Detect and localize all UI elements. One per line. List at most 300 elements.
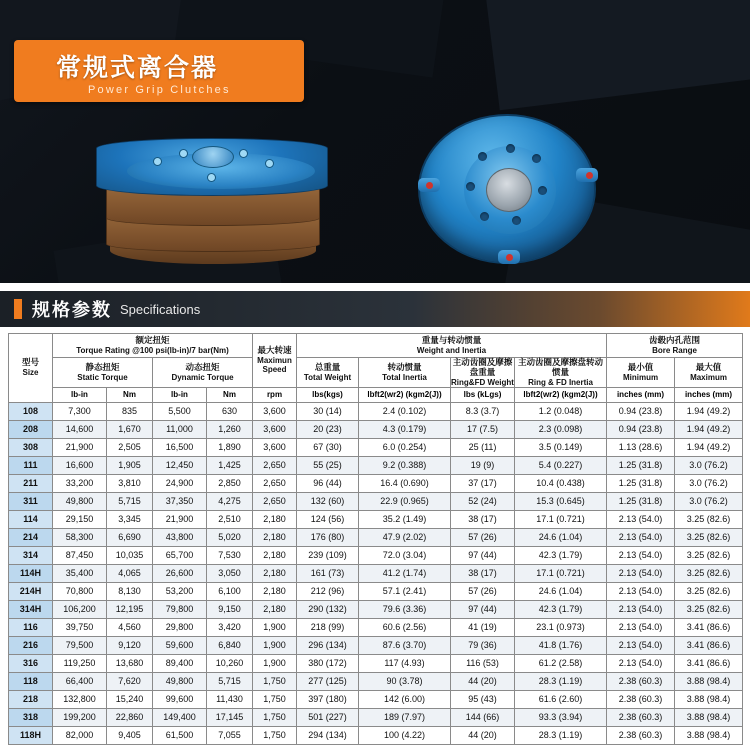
product-image-pulley-clutch — [408, 104, 608, 274]
table-cell: 2.4 (0.102) — [359, 402, 451, 420]
table-cell: 16,500 — [153, 438, 207, 456]
table-cell: 16.4 (0.690) — [359, 474, 451, 492]
table-row — [9, 402, 743, 420]
table-cell: 116 (53) — [451, 654, 515, 672]
table-cell: 7,620 — [107, 672, 153, 690]
table-row — [9, 474, 743, 492]
table-cell: 1,425 — [207, 456, 253, 474]
table-cell: 35.2 (1.49) — [359, 510, 451, 528]
unit-cell: inches (mm) — [607, 387, 675, 402]
table-cell: 1.94 (49.2) — [675, 420, 743, 438]
table-cell: 7,055 — [207, 726, 253, 744]
bolt-icon — [154, 158, 161, 165]
header-weight-inertia: 重量与转动惯量 Weight and Inertia — [297, 334, 607, 358]
cell-size: 111 — [9, 456, 53, 474]
hero-title-cn: 常规式离合器 — [56, 54, 219, 82]
unit-cell: lbft2(wr2) (kgm2(J)) — [515, 387, 607, 402]
table-cell: 13,680 — [107, 654, 153, 672]
table-cell: 1,260 — [207, 420, 253, 438]
table-cell: 6.0 (0.254) — [359, 438, 451, 456]
table-cell: 3,600 — [253, 420, 297, 438]
table-cell: 2.13 (54.0) — [607, 636, 675, 654]
table-cell: 4,560 — [107, 618, 153, 636]
header-static-torque: 静态扭矩 Static Torque — [53, 358, 153, 388]
table-cell: 1.2 (0.048) — [515, 402, 607, 420]
table-cell: 144 (66) — [451, 708, 515, 726]
table-cell: 17.1 (0.721) — [515, 564, 607, 582]
header-row-1 — [9, 334, 743, 358]
unit-cell: lbs (kLgs) — [451, 387, 515, 402]
table-cell: 10.4 (0.438) — [515, 474, 607, 492]
table-cell: 39,750 — [53, 618, 107, 636]
table-cell: 16,600 — [53, 456, 107, 474]
table-cell: 42.3 (1.79) — [515, 546, 607, 564]
table-row — [9, 510, 743, 528]
table-cell: 82,000 — [53, 726, 107, 744]
table-cell: 44 (20) — [451, 726, 515, 744]
unit-cell: lb-in — [153, 387, 207, 402]
table-row — [9, 438, 743, 456]
table-cell: 3.88 (98.4) — [675, 726, 743, 744]
table-cell: 10,260 — [207, 654, 253, 672]
table-cell: 15.3 (0.645) — [515, 492, 607, 510]
table-cell: 161 (73) — [297, 564, 359, 582]
table-cell: 294 (134) — [297, 726, 359, 744]
table-cell: 97 (44) — [451, 600, 515, 618]
table-cell: 501 (227) — [297, 708, 359, 726]
table-cell: 41.2 (1.74) — [359, 564, 451, 582]
table-cell: 2,650 — [253, 474, 297, 492]
table-cell: 1,900 — [253, 636, 297, 654]
table-cell: 6,100 — [207, 582, 253, 600]
bolt-hole-icon — [480, 212, 489, 221]
header-ring-fd-weight: 主动齿圈及摩擦盘重量 Ring&FD Weight — [451, 357, 514, 387]
table-cell: 41 (19) — [451, 618, 515, 636]
table-cell: 37 (17) — [451, 474, 515, 492]
table-cell: 61.2 (2.58) — [515, 654, 607, 672]
cell-size: 314H — [9, 600, 53, 618]
table-cell: 9.2 (0.388) — [359, 456, 451, 474]
table-cell: 1.25 (31.8) — [607, 492, 675, 510]
center-hub — [192, 146, 234, 168]
cell-size: 314 — [9, 546, 53, 564]
table-cell: 1.94 (49.2) — [675, 402, 743, 420]
spec-title-cn: 规格参数 — [32, 300, 112, 320]
table-cell: 630 — [207, 402, 253, 420]
table-body — [9, 402, 743, 744]
table-cell: 1,900 — [253, 618, 297, 636]
table-cell: 3,600 — [253, 402, 297, 420]
hero-banner — [0, 0, 750, 283]
table-cell: 58,300 — [53, 528, 107, 546]
table-row — [9, 528, 743, 546]
table-row — [9, 726, 743, 744]
cell-size: 214 — [9, 528, 53, 546]
table-cell: 149,400 — [153, 708, 207, 726]
table-cell: 2.13 (54.0) — [607, 510, 675, 528]
table-cell: 3.25 (82.6) — [675, 582, 743, 600]
table-cell: 30 (14) — [297, 402, 359, 420]
table-cell: 1.94 (49.2) — [675, 438, 743, 456]
table-cell: 25 (11) — [451, 438, 515, 456]
table-cell: 3.88 (98.4) — [675, 690, 743, 708]
table-cell: 2.13 (54.0) — [607, 528, 675, 546]
header-bore-min: 最小值 Minimum — [607, 358, 675, 388]
table-row — [9, 564, 743, 582]
table-cell: 3,345 — [107, 510, 153, 528]
table-cell: 3.25 (82.6) — [675, 528, 743, 546]
unit-cell: inches (mm) — [675, 387, 743, 402]
table-cell: 3,050 — [207, 564, 253, 582]
header-dynamic-torque: 动态扭矩 Dynamic Torque — [153, 358, 253, 388]
table-row — [9, 636, 743, 654]
table-cell: 119,250 — [53, 654, 107, 672]
table-cell: 5,020 — [207, 528, 253, 546]
table-cell: 79 (36) — [451, 636, 515, 654]
table-cell: 3.41 (86.6) — [675, 654, 743, 672]
table-cell: 189 (7.97) — [359, 708, 451, 726]
cell-size: 311 — [9, 492, 53, 510]
cell-size: 318 — [9, 708, 53, 726]
table-row — [9, 618, 743, 636]
table-cell: 59,600 — [153, 636, 207, 654]
table-row — [9, 654, 743, 672]
table-cell: 65,700 — [153, 546, 207, 564]
table-row — [9, 690, 743, 708]
table-cell: 60.6 (2.56) — [359, 618, 451, 636]
table-row — [9, 582, 743, 600]
cell-size: 308 — [9, 438, 53, 456]
table-cell: 87,450 — [53, 546, 107, 564]
table-cell: 1.13 (28.6) — [607, 438, 675, 456]
table-cell: 212 (96) — [297, 582, 359, 600]
table-cell: 79,500 — [53, 636, 107, 654]
table-cell: 4.3 (0.179) — [359, 420, 451, 438]
table-cell: 1.25 (31.8) — [607, 456, 675, 474]
table-cell: 199,200 — [53, 708, 107, 726]
table-cell: 380 (172) — [297, 654, 359, 672]
table-cell: 99,600 — [153, 690, 207, 708]
table-row — [9, 492, 743, 510]
table-cell: 277 (125) — [297, 672, 359, 690]
spec-title-en: Specifications — [120, 301, 201, 317]
cell-size: 116 — [9, 618, 53, 636]
table-cell: 2,180 — [253, 510, 297, 528]
header-bore-max: 最大值 Maximum — [675, 358, 743, 388]
header-total-inertia: 转动惯量 Total Inertia — [359, 358, 451, 388]
hero-title-en: Power Grip Clutches — [88, 84, 231, 96]
table-cell: 23.1 (0.973) — [515, 618, 607, 636]
table-cell: 42.3 (1.79) — [515, 600, 607, 618]
unit-cell: rpm — [253, 387, 297, 402]
table-cell: 1,670 — [107, 420, 153, 438]
table-cell: 3.0 (76.2) — [675, 474, 743, 492]
table-cell: 218 (99) — [297, 618, 359, 636]
table-cell: 3.25 (82.6) — [675, 546, 743, 564]
table-cell: 35,400 — [53, 564, 107, 582]
table-cell: 2,650 — [253, 492, 297, 510]
bolt-icon — [208, 174, 215, 181]
table-cell: 17,145 — [207, 708, 253, 726]
table-cell: 3.25 (82.6) — [675, 510, 743, 528]
table-cell: 2.13 (54.0) — [607, 654, 675, 672]
table-cell: 24.6 (1.04) — [515, 528, 607, 546]
table-cell: 12,195 — [107, 600, 153, 618]
table-cell: 28.3 (1.19) — [515, 672, 607, 690]
table-row — [9, 672, 743, 690]
table-head — [9, 334, 743, 403]
table-cell: 3.5 (0.149) — [515, 438, 607, 456]
bolt-hole-icon — [466, 182, 475, 191]
table-cell: 49,800 — [153, 672, 207, 690]
table-cell: 29,150 — [53, 510, 107, 528]
table-cell: 38 (17) — [451, 510, 515, 528]
table-cell: 2,180 — [253, 564, 297, 582]
table-cell: 95 (43) — [451, 690, 515, 708]
table-cell: 2.38 (60.3) — [607, 672, 675, 690]
table-cell: 5,500 — [153, 402, 207, 420]
table-cell: 37,350 — [153, 492, 207, 510]
table-cell: 52 (24) — [451, 492, 515, 510]
table-cell: 124 (56) — [297, 510, 359, 528]
accent-bar — [14, 299, 22, 319]
cell-size: 114H — [9, 564, 53, 582]
table-cell: 53,200 — [153, 582, 207, 600]
table-cell: 29,800 — [153, 618, 207, 636]
table-cell: 239 (109) — [297, 546, 359, 564]
table-cell: 55 (25) — [297, 456, 359, 474]
table-cell: 2.13 (54.0) — [607, 564, 675, 582]
table-row — [9, 708, 743, 726]
table-cell: 72.0 (3.04) — [359, 546, 451, 564]
table-cell: 3.41 (86.6) — [675, 636, 743, 654]
table-cell: 26,600 — [153, 564, 207, 582]
header-max-speed: 最大转速 Maximun Speed — [253, 334, 297, 388]
table-cell: 835 — [107, 402, 153, 420]
header-size: 型号 Size — [9, 334, 53, 403]
table-cell: 2.38 (60.3) — [607, 690, 675, 708]
table-cell: 1.25 (31.8) — [607, 474, 675, 492]
table-cell: 21,900 — [53, 438, 107, 456]
header-ring-fd-inertia: 主动齿圈及摩擦盘转动惯量 Ring & FD Inertia — [515, 358, 607, 388]
table-cell: 4,275 — [207, 492, 253, 510]
table-cell: 28.3 (1.19) — [515, 726, 607, 744]
table-cell: 97 (44) — [451, 546, 515, 564]
table-cell: 2.13 (54.0) — [607, 618, 675, 636]
header-total-weight: 总重量 Total Weight — [297, 358, 359, 388]
unit-cell: lbs(kgs) — [297, 387, 359, 402]
cell-size: 316 — [9, 654, 53, 672]
table-row — [9, 420, 743, 438]
bolt-icon — [240, 150, 247, 157]
cell-size: 118 — [9, 672, 53, 690]
specifications-table — [8, 333, 743, 745]
cell-size: 118H — [9, 726, 53, 744]
table-cell: 2.13 (54.0) — [607, 546, 675, 564]
bolt-hole-icon — [512, 216, 521, 225]
table-cell: 3.41 (86.6) — [675, 618, 743, 636]
unit-cell: lb-in — [53, 387, 107, 402]
table-cell: 33,200 — [53, 474, 107, 492]
table-cell: 67 (30) — [297, 438, 359, 456]
table-cell: 2,180 — [253, 528, 297, 546]
table-cell: 2,180 — [253, 600, 297, 618]
table-cell: 41.8 (1.76) — [515, 636, 607, 654]
table-cell: 14,600 — [53, 420, 107, 438]
table-cell: 8,130 — [107, 582, 153, 600]
cell-size: 108 — [9, 402, 53, 420]
table-cell: 1,750 — [253, 708, 297, 726]
table-cell: 1,905 — [107, 456, 153, 474]
table-cell: 3,600 — [253, 438, 297, 456]
table-cell: 132,800 — [53, 690, 107, 708]
table-cell: 2.3 (0.098) — [515, 420, 607, 438]
table-cell: 6,690 — [107, 528, 153, 546]
table-cell: 19 (9) — [451, 456, 515, 474]
header-bore-range: 齿毂内孔范围 Bore Range — [607, 334, 743, 358]
table-cell: 1,750 — [253, 690, 297, 708]
red-plug-icon — [426, 182, 433, 189]
product-image-clutch-stack — [88, 130, 338, 270]
table-cell: 117 (4.93) — [359, 654, 451, 672]
table-cell: 17 (7.5) — [451, 420, 515, 438]
table-cell: 7,300 — [53, 402, 107, 420]
table-cell: 5,715 — [207, 672, 253, 690]
table-cell: 100 (4.22) — [359, 726, 451, 744]
table-cell: 106,200 — [53, 600, 107, 618]
header-torque-rating: 额定扭矩 Torque Rating @100 psi(lb-in)/7 bar(Nm) — [53, 334, 253, 358]
table-cell: 296 (134) — [297, 636, 359, 654]
table-cell: 2,850 — [207, 474, 253, 492]
unit-cell: Nm — [207, 387, 253, 402]
table-row — [9, 600, 743, 618]
table-cell: 3.0 (76.2) — [675, 456, 743, 474]
table-cell: 7,530 — [207, 546, 253, 564]
table-cell: 49,800 — [53, 492, 107, 510]
table-cell: 2,505 — [107, 438, 153, 456]
header-row-2 — [9, 358, 743, 388]
table-cell: 0.94 (23.8) — [607, 402, 675, 420]
table-cell: 3.88 (98.4) — [675, 708, 743, 726]
specifications-table-wrapper — [0, 327, 750, 745]
bolt-icon — [180, 150, 187, 157]
bolt-icon — [266, 160, 273, 167]
table-cell: 47.9 (2.02) — [359, 528, 451, 546]
table-cell: 87.6 (3.70) — [359, 636, 451, 654]
table-cell: 79,800 — [153, 600, 207, 618]
table-cell: 3,420 — [207, 618, 253, 636]
table-cell: 6,840 — [207, 636, 253, 654]
table-cell: 5.4 (0.227) — [515, 456, 607, 474]
table-cell: 79.6 (3.36) — [359, 600, 451, 618]
table-cell: 1,750 — [253, 726, 297, 744]
table-cell: 3.25 (82.6) — [675, 564, 743, 582]
table-cell: 0.94 (23.8) — [607, 420, 675, 438]
table-cell: 96 (44) — [297, 474, 359, 492]
table-cell: 9,150 — [207, 600, 253, 618]
cell-size: 114 — [9, 510, 53, 528]
table-cell: 24,900 — [153, 474, 207, 492]
table-cell: 2.38 (60.3) — [607, 708, 675, 726]
table-cell: 11,430 — [207, 690, 253, 708]
table-cell: 61.6 (2.60) — [515, 690, 607, 708]
table-cell: 2.13 (54.0) — [607, 582, 675, 600]
table-cell: 38 (17) — [451, 564, 515, 582]
table-cell: 397 (180) — [297, 690, 359, 708]
bolt-hole-icon — [478, 152, 487, 161]
table-cell: 21,900 — [153, 510, 207, 528]
table-row — [9, 546, 743, 564]
table-cell: 176 (80) — [297, 528, 359, 546]
table-cell: 9,120 — [107, 636, 153, 654]
table-cell: 20 (23) — [297, 420, 359, 438]
table-cell: 4,065 — [107, 564, 153, 582]
table-cell: 89,400 — [153, 654, 207, 672]
table-cell: 57 (26) — [451, 582, 515, 600]
table-cell: 8.3 (3.7) — [451, 402, 515, 420]
table-cell: 1,890 — [207, 438, 253, 456]
table-cell: 24.6 (1.04) — [515, 582, 607, 600]
table-cell: 132 (60) — [297, 492, 359, 510]
table-cell: 43,800 — [153, 528, 207, 546]
table-cell: 61,500 — [153, 726, 207, 744]
table-cell: 70,800 — [53, 582, 107, 600]
table-cell: 3,810 — [107, 474, 153, 492]
table-cell: 2,180 — [253, 546, 297, 564]
table-cell: 1,900 — [253, 654, 297, 672]
table-cell: 3.0 (76.2) — [675, 492, 743, 510]
table-cell: 15,240 — [107, 690, 153, 708]
table-cell: 11,000 — [153, 420, 207, 438]
table-cell: 22,860 — [107, 708, 153, 726]
table-cell: 1,750 — [253, 672, 297, 690]
pulley-body — [418, 114, 596, 264]
table-cell: 93.3 (3.94) — [515, 708, 607, 726]
pulley-bore — [486, 168, 532, 212]
table-cell: 2,650 — [253, 456, 297, 474]
cell-size: 216 — [9, 636, 53, 654]
table-cell: 5,715 — [107, 492, 153, 510]
table-cell: 142 (6.00) — [359, 690, 451, 708]
cell-size: 214H — [9, 582, 53, 600]
red-plug-icon — [586, 172, 593, 179]
table-cell: 3.25 (82.6) — [675, 600, 743, 618]
header-units-row — [9, 387, 743, 402]
table-cell: 290 (132) — [297, 600, 359, 618]
bolt-hole-icon — [532, 154, 541, 163]
red-plug-icon — [506, 254, 513, 261]
table-cell: 2.38 (60.3) — [607, 726, 675, 744]
bolt-hole-icon — [538, 186, 547, 195]
table-cell: 57.1 (2.41) — [359, 582, 451, 600]
unit-cell: lbft2(wr2) (kgm2(J)) — [359, 387, 451, 402]
table-cell: 2.13 (54.0) — [607, 600, 675, 618]
table-cell: 12,450 — [153, 456, 207, 474]
table-cell: 9,405 — [107, 726, 153, 744]
table-cell: 10,035 — [107, 546, 153, 564]
table-cell: 22.9 (0.965) — [359, 492, 451, 510]
table-cell: 66,400 — [53, 672, 107, 690]
table-cell: 90 (3.78) — [359, 672, 451, 690]
table-cell: 57 (26) — [451, 528, 515, 546]
table-cell: 17.1 (0.721) — [515, 510, 607, 528]
bolt-hole-icon — [506, 144, 515, 153]
cell-size: 211 — [9, 474, 53, 492]
table-cell: 2,510 — [207, 510, 253, 528]
table-cell: 2,180 — [253, 582, 297, 600]
table-cell: 3.88 (98.4) — [675, 672, 743, 690]
cell-size: 218 — [9, 690, 53, 708]
